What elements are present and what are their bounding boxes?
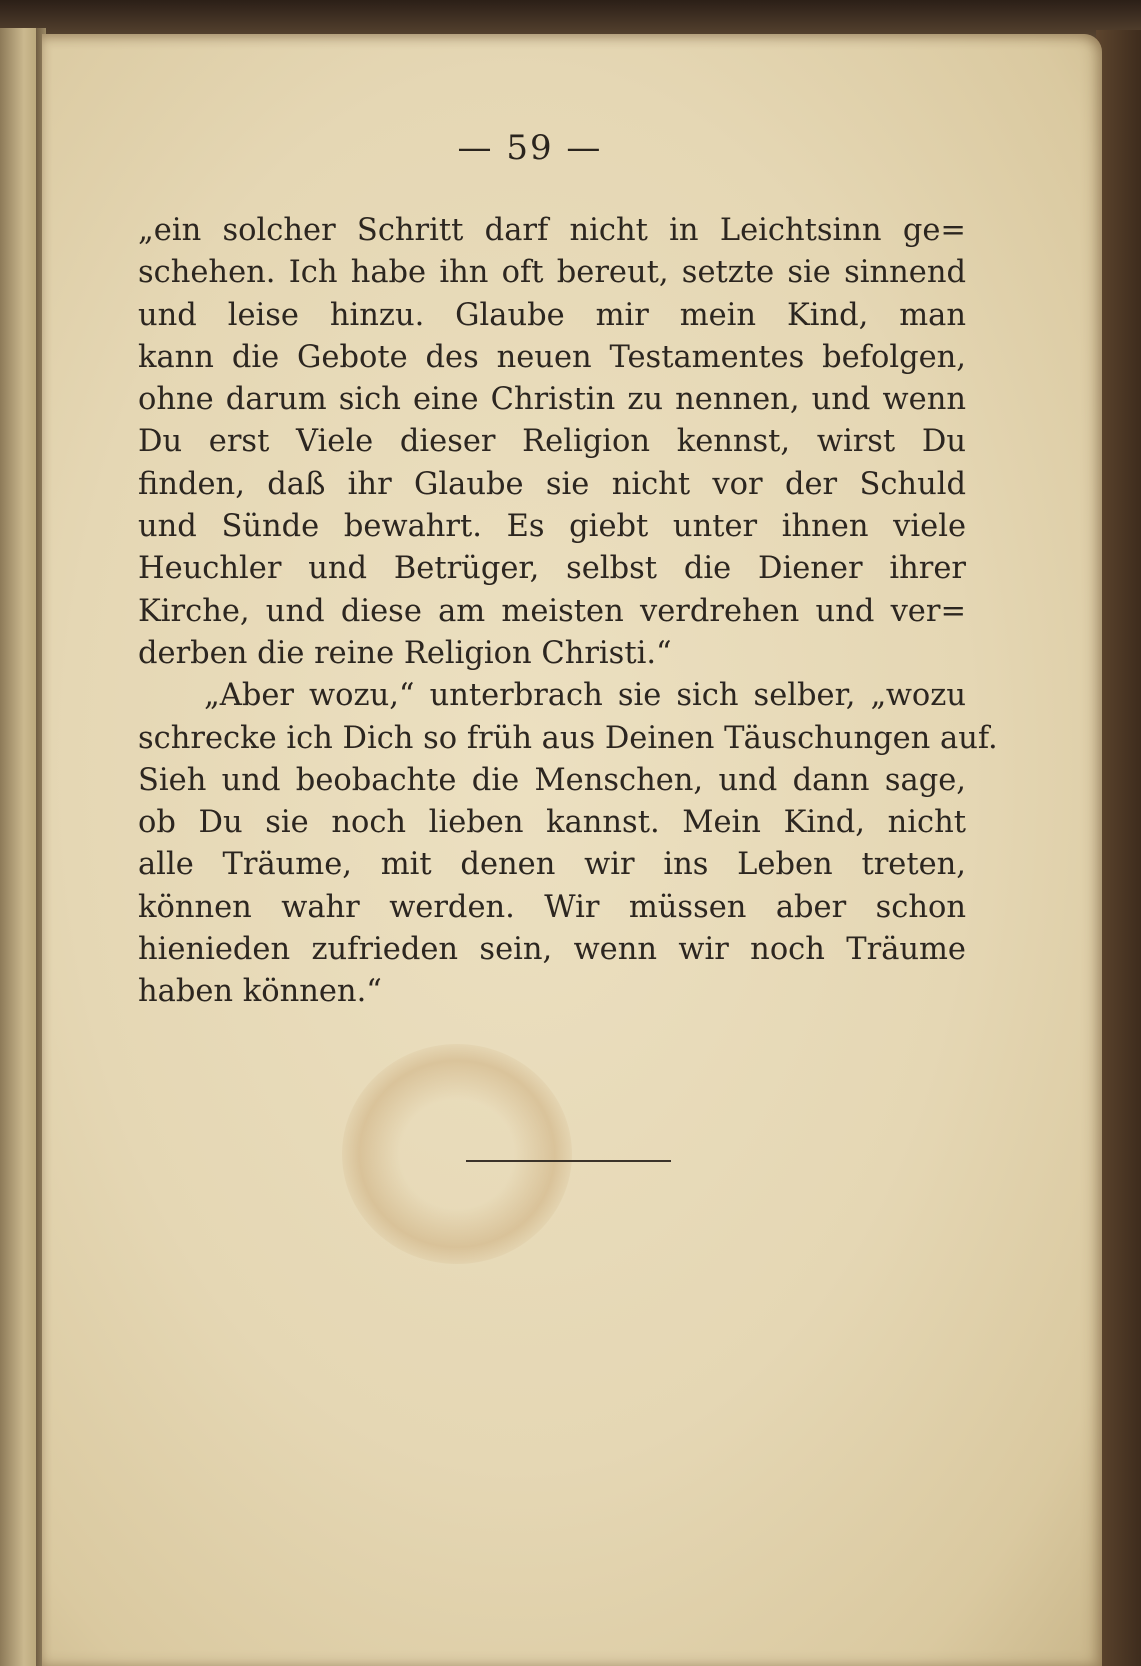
paragraph-1 bbox=[138, 210, 966, 675]
text-line: Sieh und beobachte die Menschen, und dann sage, bbox=[138, 762, 966, 798]
book-cover-edge bbox=[1096, 30, 1141, 1666]
text-line: ob Du sie noch lieben kannst. Mein Kind, nicht bbox=[138, 805, 966, 841]
end-rule bbox=[466, 1160, 671, 1162]
text-line: hienieden zufrieden sein, wenn wir noch Träume bbox=[138, 932, 966, 968]
text-line: schehen. Ich habe ihn oft bereut, setzte sie sinnend bbox=[138, 255, 966, 291]
text-line: haben können.“ bbox=[138, 974, 382, 1010]
page-number: — 59 — bbox=[457, 128, 603, 168]
text-line: derben die reine Religion Christi.“ bbox=[138, 635, 672, 671]
text-line: und leise hinzu. Glaube mir mein Kind, man bbox=[138, 297, 966, 333]
text-line: schrecke ich Dich so früh aus Deinen Täuschungen auf. bbox=[138, 720, 998, 756]
text-line: Kirche, und diese am meisten verdrehen und ver= bbox=[138, 593, 966, 629]
text-line: kann die Gebote des neuen Testamentes befolgen, bbox=[138, 339, 966, 375]
text-line: ohne darum sich eine Christin zu nennen, und wenn bbox=[138, 382, 966, 418]
left-page-edge bbox=[0, 28, 40, 1666]
water-stain bbox=[342, 1044, 572, 1264]
text-line: finden, daß ihr Glaube sie nicht vor der Schuld bbox=[138, 466, 966, 502]
text-line: können wahr werden. Wir müssen aber schon bbox=[138, 889, 966, 925]
text-line: Heuchler und Betrüger, selbst die Diener ihrer bbox=[138, 551, 966, 587]
text-line: Du erst Viele dieser Religion kennst, wirst Du bbox=[138, 424, 966, 460]
text-line: und Sünde bewahrt. Es giebt unter ihnen viele bbox=[138, 509, 966, 545]
paragraph-2 bbox=[138, 675, 998, 1013]
text-line: „ein solcher Schritt darf nicht in Leichtsinn ge= bbox=[138, 213, 966, 248]
text-line: alle Träume, mit denen wir ins Leben treten, bbox=[138, 847, 966, 883]
text-line: „Aber wozu,“ unterbrach sie sich selber, „wozu bbox=[204, 678, 966, 714]
body-text bbox=[138, 210, 998, 1014]
